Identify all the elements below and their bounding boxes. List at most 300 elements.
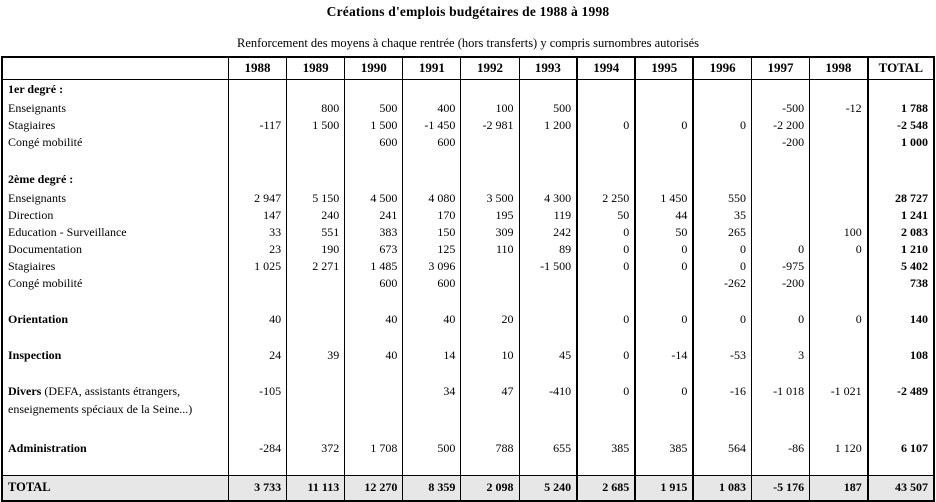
value-cell: 50 <box>577 207 635 224</box>
value-cell <box>751 207 809 224</box>
value-cell <box>461 151 519 169</box>
value-cell: 40 <box>403 310 461 328</box>
value-cell <box>810 169 868 190</box>
table-header-row <box>2 57 934 79</box>
row-label: Stagiaires <box>8 118 56 132</box>
value-cell <box>519 292 577 310</box>
value-cell <box>751 400 809 421</box>
value-cell <box>693 364 751 382</box>
value-cell <box>461 169 519 190</box>
value-cell: -53 <box>693 346 751 364</box>
table-row <box>2 258 934 275</box>
value-cell: 265 <box>693 224 751 241</box>
value-cell: 600 <box>345 134 403 151</box>
value-cell <box>345 457 403 475</box>
value-cell <box>519 457 577 475</box>
value-cell <box>519 328 577 346</box>
value-cell: -500 <box>751 100 809 117</box>
row-label <box>2 292 228 310</box>
value-cell: 385 <box>577 439 635 457</box>
value-cell: 110 <box>461 241 519 258</box>
value-cell <box>345 151 403 169</box>
value-cell <box>751 364 809 382</box>
value-cell: 0 <box>693 241 751 258</box>
value-cell <box>345 169 403 190</box>
value-cell <box>228 169 286 190</box>
column-header-year: 1994 <box>577 57 635 79</box>
value-cell <box>810 421 868 439</box>
value-cell: -1 450 <box>403 117 461 134</box>
page-subtitle: Renforcement des moyens à chaque rentrée (hors transferts) y compris surnombres autorisés <box>237 36 699 50</box>
table-row <box>2 439 934 457</box>
value-cell: 8 359 <box>403 475 461 501</box>
value-cell: 564 <box>693 439 751 457</box>
value-cell: 190 <box>287 241 345 258</box>
value-cell: 0 <box>577 346 635 364</box>
value-cell: 242 <box>519 224 577 241</box>
spacer-row <box>2 328 934 346</box>
value-cell <box>461 134 519 151</box>
value-cell <box>345 328 403 346</box>
row-label <box>2 151 228 169</box>
value-cell: 11 113 <box>287 475 345 501</box>
row-label: Divers (DEFA, assistants étrangers, <box>8 383 181 398</box>
value-cell: 2 250 <box>577 190 635 207</box>
value-cell <box>287 400 345 421</box>
table-row <box>2 134 934 151</box>
value-cell <box>345 292 403 310</box>
value-cell <box>519 151 577 169</box>
row-label: Inspection <box>8 347 62 362</box>
row-label <box>2 364 228 382</box>
value-cell <box>810 275 868 292</box>
value-cell <box>287 421 345 439</box>
column-header-year: 1997 <box>751 57 809 79</box>
value-cell: 10 <box>461 346 519 364</box>
value-cell <box>287 382 345 400</box>
value-cell: 2 685 <box>577 475 635 501</box>
section-header-row <box>2 79 934 100</box>
value-cell: 44 <box>635 207 693 224</box>
total-cell: 140 <box>868 310 934 328</box>
column-header-year: 1993 <box>519 57 577 79</box>
value-cell <box>228 421 286 439</box>
value-cell <box>693 100 751 117</box>
value-cell <box>345 421 403 439</box>
column-header-year: 1998 <box>810 57 868 79</box>
total-cell <box>868 400 934 421</box>
value-cell: -86 <box>751 439 809 457</box>
total-cell <box>868 457 934 475</box>
value-cell <box>635 457 693 475</box>
value-cell <box>577 151 635 169</box>
value-cell <box>577 275 635 292</box>
value-cell <box>693 169 751 190</box>
table-row <box>2 100 934 117</box>
column-header-year: 1995 <box>635 57 693 79</box>
total-cell: -2 489 <box>868 382 934 400</box>
label-continuation-row <box>2 400 934 421</box>
value-cell: -1 018 <box>751 382 809 400</box>
value-cell <box>228 134 286 151</box>
value-cell <box>519 400 577 421</box>
value-cell: 500 <box>345 100 403 117</box>
total-cell: 1 210 <box>868 241 934 258</box>
value-cell <box>693 328 751 346</box>
table-row <box>2 224 934 241</box>
value-cell <box>287 364 345 382</box>
row-label <box>2 457 228 475</box>
value-cell <box>287 151 345 169</box>
row-label <box>2 421 228 439</box>
value-cell <box>577 400 635 421</box>
value-cell: 600 <box>403 275 461 292</box>
value-cell <box>635 100 693 117</box>
value-cell: 0 <box>635 241 693 258</box>
value-cell: 0 <box>577 258 635 275</box>
value-cell <box>635 275 693 292</box>
row-label <box>2 328 228 346</box>
value-cell: 372 <box>287 439 345 457</box>
value-cell: 1 485 <box>345 258 403 275</box>
value-cell: 50 <box>635 224 693 241</box>
value-cell: -200 <box>751 134 809 151</box>
value-cell <box>693 457 751 475</box>
column-header-total: TOTAL <box>868 57 934 79</box>
value-cell: 39 <box>287 346 345 364</box>
value-cell <box>461 364 519 382</box>
value-cell <box>810 190 868 207</box>
spacer-row <box>2 364 934 382</box>
value-cell: 5 150 <box>287 190 345 207</box>
value-cell: 0 <box>751 241 809 258</box>
value-cell: 100 <box>810 224 868 241</box>
value-cell <box>810 328 868 346</box>
value-cell: -117 <box>228 117 286 134</box>
value-cell <box>693 134 751 151</box>
value-cell <box>577 457 635 475</box>
value-cell: -262 <box>693 275 751 292</box>
value-cell: 125 <box>403 241 461 258</box>
value-cell <box>751 151 809 169</box>
value-cell: 2 947 <box>228 190 286 207</box>
row-label: Enseignants <box>8 101 66 115</box>
value-cell: 788 <box>461 439 519 457</box>
value-cell <box>287 134 345 151</box>
value-cell <box>345 364 403 382</box>
value-cell <box>228 457 286 475</box>
value-cell <box>751 421 809 439</box>
table-row <box>2 382 934 400</box>
value-cell: -200 <box>751 275 809 292</box>
value-cell <box>810 457 868 475</box>
value-cell <box>693 79 751 100</box>
value-cell <box>635 169 693 190</box>
value-cell: -14 <box>635 346 693 364</box>
value-cell <box>810 134 868 151</box>
total-cell: 1 788 <box>868 100 934 117</box>
value-cell <box>577 421 635 439</box>
value-cell: 45 <box>519 346 577 364</box>
value-cell <box>693 421 751 439</box>
spacer-row <box>2 457 934 475</box>
value-cell <box>287 457 345 475</box>
row-label: Administration <box>8 440 87 455</box>
value-cell <box>751 79 809 100</box>
value-cell: 0 <box>810 241 868 258</box>
value-cell: -1 500 <box>519 258 577 275</box>
row-label: enseignements spéciaux de la Seine...) <box>8 402 193 416</box>
row-label: 2ème degré : <box>8 172 74 186</box>
title-block <box>0 0 936 51</box>
value-cell: 170 <box>403 207 461 224</box>
value-cell: 0 <box>577 117 635 134</box>
value-cell <box>403 421 461 439</box>
total-cell: 5 402 <box>868 258 934 275</box>
value-cell <box>751 224 809 241</box>
value-cell <box>635 421 693 439</box>
value-cell <box>403 457 461 475</box>
value-cell: 385 <box>635 439 693 457</box>
value-cell <box>519 364 577 382</box>
value-cell <box>810 151 868 169</box>
value-cell: 12 270 <box>345 475 403 501</box>
row-label: Direction <box>8 208 54 222</box>
value-cell: 500 <box>403 439 461 457</box>
value-cell <box>287 328 345 346</box>
value-cell <box>577 364 635 382</box>
value-cell <box>519 169 577 190</box>
value-cell <box>228 79 286 100</box>
column-header-year: 1988 <box>228 57 286 79</box>
value-cell: 40 <box>345 346 403 364</box>
value-cell <box>635 134 693 151</box>
value-cell: -410 <box>519 382 577 400</box>
value-cell: 2 271 <box>287 258 345 275</box>
value-cell: 187 <box>810 475 868 501</box>
value-cell <box>228 275 286 292</box>
value-cell <box>287 292 345 310</box>
column-header-year: 1989 <box>287 57 345 79</box>
total-cell: 43 507 <box>868 475 934 501</box>
value-cell: 33 <box>228 224 286 241</box>
value-cell <box>228 151 286 169</box>
total-cell <box>868 169 934 190</box>
value-cell: 3 500 <box>461 190 519 207</box>
value-cell <box>461 421 519 439</box>
value-cell: 0 <box>577 224 635 241</box>
value-cell: 500 <box>519 100 577 117</box>
value-cell: 0 <box>693 310 751 328</box>
value-cell <box>403 292 461 310</box>
value-cell: 240 <box>287 207 345 224</box>
value-cell: 0 <box>810 310 868 328</box>
total-cell <box>868 292 934 310</box>
value-cell <box>577 100 635 117</box>
value-cell <box>577 79 635 100</box>
value-cell <box>228 100 286 117</box>
value-cell <box>403 79 461 100</box>
value-cell: 0 <box>635 310 693 328</box>
value-cell <box>751 190 809 207</box>
table-row <box>2 117 934 134</box>
value-cell: -1 021 <box>810 382 868 400</box>
value-cell: -975 <box>751 258 809 275</box>
value-cell: 655 <box>519 439 577 457</box>
value-cell: 0 <box>751 310 809 328</box>
value-cell <box>635 292 693 310</box>
value-cell: 147 <box>228 207 286 224</box>
value-cell <box>751 169 809 190</box>
value-cell: -2 981 <box>461 117 519 134</box>
value-cell <box>751 328 809 346</box>
value-cell: 0 <box>577 382 635 400</box>
value-cell <box>461 292 519 310</box>
row-label: Orientation <box>8 311 68 326</box>
value-cell: 550 <box>693 190 751 207</box>
total-cell: 1 000 <box>868 134 934 151</box>
row-label: TOTAL <box>2 475 228 501</box>
value-cell <box>635 328 693 346</box>
value-cell: 673 <box>345 241 403 258</box>
total-cell: 108 <box>868 346 934 364</box>
value-cell: -2 200 <box>751 117 809 134</box>
value-cell: 1 200 <box>519 117 577 134</box>
value-cell: 47 <box>461 382 519 400</box>
value-cell: -16 <box>693 382 751 400</box>
total-cell <box>868 328 934 346</box>
value-cell <box>810 292 868 310</box>
value-cell <box>403 364 461 382</box>
table-body <box>2 79 934 501</box>
value-cell <box>461 258 519 275</box>
total-cell <box>868 364 934 382</box>
row-label: Congé mobilité <box>8 276 83 290</box>
value-cell: 150 <box>403 224 461 241</box>
value-cell: 195 <box>461 207 519 224</box>
value-cell: 100 <box>461 100 519 117</box>
value-cell: -105 <box>228 382 286 400</box>
value-cell: 1 025 <box>228 258 286 275</box>
spacer-row <box>2 292 934 310</box>
value-cell <box>810 79 868 100</box>
value-cell: 3 <box>751 346 809 364</box>
value-cell <box>287 275 345 292</box>
value-cell <box>693 400 751 421</box>
row-label: 1er degré : <box>8 82 64 97</box>
value-cell <box>810 207 868 224</box>
value-cell <box>751 292 809 310</box>
row-label: Documentation <box>8 242 82 256</box>
value-cell <box>228 364 286 382</box>
value-cell: 1 500 <box>345 117 403 134</box>
page-title: Créations d'emplois budgétaires de 1988 à 1998 <box>326 4 610 19</box>
value-cell <box>810 258 868 275</box>
row-label: Education - Surveillance <box>8 225 127 239</box>
value-cell: 551 <box>287 224 345 241</box>
value-cell <box>519 421 577 439</box>
value-cell <box>461 328 519 346</box>
value-cell <box>228 400 286 421</box>
value-cell <box>635 79 693 100</box>
value-cell: 40 <box>228 310 286 328</box>
value-cell: 3 733 <box>228 475 286 501</box>
value-cell <box>287 79 345 100</box>
grand-total-row <box>2 475 934 501</box>
spacer-row <box>2 421 934 439</box>
value-cell: 0 <box>693 117 751 134</box>
value-cell: 400 <box>403 100 461 117</box>
value-cell <box>810 400 868 421</box>
value-cell <box>403 328 461 346</box>
value-cell <box>810 117 868 134</box>
table-row <box>2 275 934 292</box>
value-cell <box>403 400 461 421</box>
value-cell <box>345 79 403 100</box>
value-cell: 1 915 <box>635 475 693 501</box>
value-cell: 40 <box>345 310 403 328</box>
value-cell: 4 500 <box>345 190 403 207</box>
column-header-year: 1990 <box>345 57 403 79</box>
value-cell: 119 <box>519 207 577 224</box>
value-cell <box>519 134 577 151</box>
value-cell: 309 <box>461 224 519 241</box>
value-cell <box>635 151 693 169</box>
value-cell <box>461 275 519 292</box>
value-cell: 600 <box>345 275 403 292</box>
value-cell: 34 <box>403 382 461 400</box>
value-cell: 3 096 <box>403 258 461 275</box>
value-cell: 1 450 <box>635 190 693 207</box>
total-cell: 6 107 <box>868 439 934 457</box>
value-cell <box>461 457 519 475</box>
value-cell <box>228 292 286 310</box>
value-cell: 383 <box>345 224 403 241</box>
value-cell: 20 <box>461 310 519 328</box>
value-cell: 4 080 <box>403 190 461 207</box>
column-header-year: 1991 <box>403 57 461 79</box>
total-cell <box>868 421 934 439</box>
value-cell: 0 <box>635 258 693 275</box>
value-cell: 241 <box>345 207 403 224</box>
value-cell: 89 <box>519 241 577 258</box>
value-cell: 24 <box>228 346 286 364</box>
total-cell <box>868 151 934 169</box>
value-cell: -12 <box>810 100 868 117</box>
section-header-row <box>2 169 934 190</box>
value-cell: 4 300 <box>519 190 577 207</box>
value-cell <box>228 328 286 346</box>
value-cell <box>577 169 635 190</box>
value-cell <box>635 400 693 421</box>
value-cell <box>577 292 635 310</box>
table-row <box>2 190 934 207</box>
value-cell: 23 <box>228 241 286 258</box>
total-cell: -2 548 <box>868 117 934 134</box>
value-cell <box>577 134 635 151</box>
value-cell <box>693 151 751 169</box>
value-cell <box>577 328 635 346</box>
column-header-year: 1996 <box>693 57 751 79</box>
value-cell: 1 500 <box>287 117 345 134</box>
value-cell: -5 176 <box>751 475 809 501</box>
row-label: Enseignants <box>8 191 66 205</box>
value-cell <box>519 275 577 292</box>
value-cell <box>287 169 345 190</box>
value-cell: 14 <box>403 346 461 364</box>
value-cell <box>635 364 693 382</box>
value-cell <box>810 364 868 382</box>
